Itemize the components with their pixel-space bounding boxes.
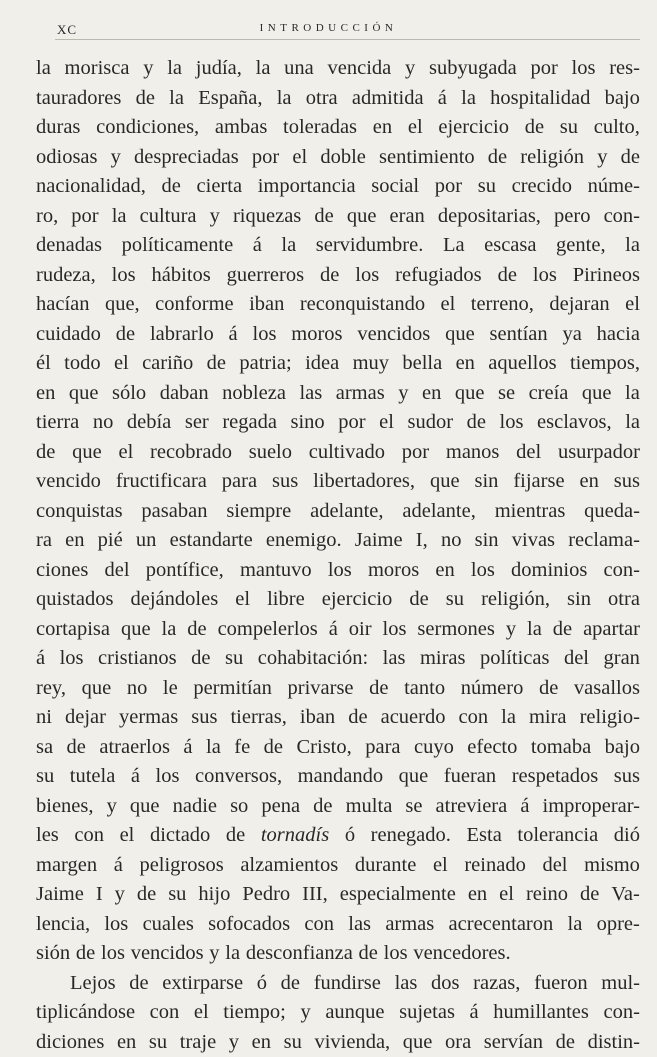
text-line: cortapisa que la de compelerlos á oir los sermones y la de apartar xyxy=(36,615,640,645)
text-line: Jaime I y de su hijo Pedro III, especialmente en el reino de Va- xyxy=(36,880,640,910)
text-line: hacían que, conforme iban reconquistando el terreno, dejaran el xyxy=(36,290,640,320)
text-line: la morisca y la judía, la una vencida y subyugada por los res- xyxy=(36,54,640,84)
text-line: de que el recobrado suelo cultivado por manos del usurpador xyxy=(36,438,640,468)
text-line: su tutela á los conversos, mandando que fueran respetados sus xyxy=(36,762,640,792)
text-line: odiosas y despreciadas por el doble sentimiento de religión y de xyxy=(36,143,640,173)
text-line: á los cristianos de su cohabitación: las miras políticas del gran xyxy=(36,644,640,674)
text-line: duras condiciones, ambas toleradas en el ejercicio de su culto, xyxy=(36,113,640,143)
text-line: tierra no debía ser regada sino por el sudor de los esclavos, la xyxy=(36,408,640,438)
text-line: margen á peligrosos alzamientos durante el reinado del mismo xyxy=(36,851,640,881)
text-line: denadas políticamente á la servidumbre. La escasa gente, la xyxy=(36,231,640,261)
text-line: conquistas pasaban siempre adelante, adelante, mientras queda- xyxy=(36,497,640,527)
text-line: en que sólo daban nobleza las armas y en que se creía que la xyxy=(36,379,640,409)
text-line: cuidado de labrarlo á los moros vencidos que sentían ya hacia xyxy=(36,320,640,350)
text-line: sión de los vencidos y la desconfianza de los vencedores. xyxy=(36,939,640,969)
text-line: tauradores de la España, la otra admitida á la hospitalidad bajo xyxy=(36,84,640,114)
text-line: sa de atraerlos á la fe de Cristo, para cuyo efecto tomaba bajo xyxy=(36,733,640,763)
text-line: rudeza, los hábitos guerreros de los refugiados de los Pirineos xyxy=(36,261,640,291)
text-line: Lejos de extirparse ó de fundirse las dos razas, fueron mul- xyxy=(36,969,640,999)
text-line: ni dejar yermas sus tierras, iban de acuerdo con la mira religio- xyxy=(36,703,640,733)
text-line: ra en pié un estandarte enemigo. Jaime I, no sin vivas reclama- xyxy=(36,526,640,556)
text-line: les con el dictado de tornadís ó renegado. Esta tolerancia dió xyxy=(36,821,640,851)
text-line: él todo el cariño de patria; idea muy bella en aquellos tiempos, xyxy=(36,349,640,379)
text-line: tiplicándose con el tiempo; y aunque sujetas á humillantes con- xyxy=(36,998,640,1028)
text-line: ro, por la cultura y riquezas de que eran depositarias, pero con- xyxy=(36,202,640,232)
text-line: lencia, los cuales sofocados con las armas acrecentaron la opre- xyxy=(36,910,640,940)
text-line: quistados dejándoles el libre ejercicio de su religión, sin otra xyxy=(36,585,640,615)
text-line: bienes, y que nadie so pena de multa se atreviera á improperar- xyxy=(36,792,640,822)
body-text xyxy=(36,54,640,1057)
text-line: nacionalidad, de cierta importancia social por su crecido núme- xyxy=(36,172,640,202)
text-line: ciones del pontífice, mantuvo los moros en los dominios con- xyxy=(36,556,640,586)
header-rule xyxy=(55,39,640,40)
running-head-title: INTRODUCCIÓN xyxy=(0,22,657,34)
page-number: XC xyxy=(57,22,77,38)
text-line: rey, que no le permitían privarse de tanto número de vasallos xyxy=(36,674,640,704)
text-line: vencido fructificara para sus libertadores, que sin fijarse en sus xyxy=(36,467,640,497)
text-line: diciones en su traje y en su vivienda, que ora servían de distin- xyxy=(36,1028,640,1057)
